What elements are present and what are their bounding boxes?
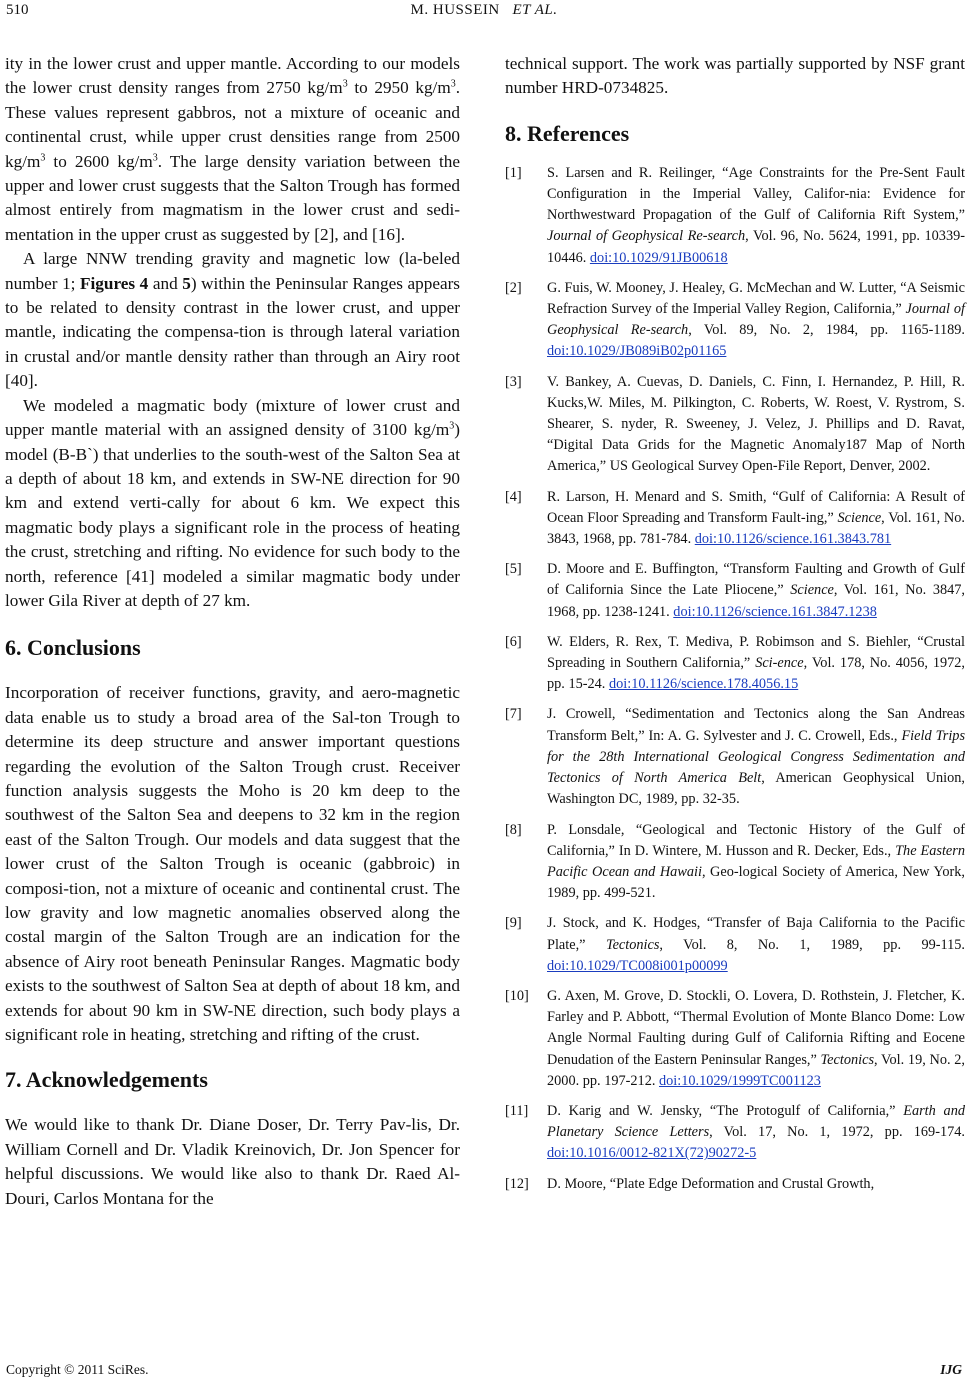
- figure-ref[interactable]: Figures 4: [80, 273, 149, 293]
- text-span: We modeled a magmatic body (mixture of lower crust and upper mantle material with an assigned density of 3100 kg/m: [5, 395, 460, 440]
- reference-number: [3]: [505, 373, 522, 390]
- left-column: [5, 52, 460, 1211]
- reference-number: [12]: [505, 1175, 529, 1192]
- reference-journal: Sci-ence: [755, 655, 804, 672]
- reference-item: [505, 986, 965, 1092]
- footer-journal: IJG: [940, 1362, 962, 1377]
- reference-journal: Tectonics: [605, 936, 660, 953]
- doi-link[interactable]: doi:10.1126/science.161.3843.781: [694, 531, 892, 548]
- doi-link[interactable]: doi:10.1029/TC008i001p00099: [547, 957, 728, 974]
- doi-link[interactable]: doi:10.1016/0012-821X(72)90272-5: [547, 1145, 757, 1162]
- reference-text: D. Moore, “Plate Edge Deformation and Crustal Growth,: [547, 1175, 875, 1192]
- reference-item: [505, 820, 965, 905]
- text-span: ity in the lower crust and upper mantle. According to our models the lower crust density ranges from 2750 kg/m: [5, 54, 460, 98]
- reference-details: , Vol. 161, No. 3843, 1968, pp. 781-784.: [547, 509, 965, 548]
- paragraph-conclusions: Incorporation of receiver functions, gravity, and aero-magnetic data enable us to study a broad area of the Sal-ton Trough to determine its deep structure and answer important questions regarding the evolution of the Salton Trough crust. Receiver function analysis suggests the Moho is 20 km deep to the southwest of the Salton Sea and deepens to 32 km in the region east of the Salton Trough. Our models and data suggest that the lower crust of the Salton Trough is oceanic (gabbroic) in composi-tion, not a mixture of oceanic and continental crust. The low gravity and low magnetic anomalies observed along the costal margin of the Salton Trough are an indication for the absence of Airy root beneath Peninsular Ranges. Magmatic body exists to the southwest of Salton Sea at depth of about 18 km, and extends for about 90 km in SW-NE direction, such body plays a significant role in heating, stretching and rifting of the crust.: [5, 683, 460, 1045]
- reference-text: V. Bankey, A. Cuevas, D. Daniels, C. Finn, I. Hernandez, P. Hill, R. Kucks,W. Miles, M. Pilkington, C. Roberts, W. Roest, V. Rystrom, S. Shearer, S. nyder, R. Sweeney, J. Velez, J. Phillips and D. Ravat, “Digital Data Grids for the Magnetic Anomaly187 Map of North America,” US Geological Survey Open-File Report, Denver, 2002.: [547, 373, 965, 475]
- running-header: [0, 2, 968, 19]
- reference-number: [4]: [505, 488, 522, 505]
- reference-text: D. Karig and W. Jensky, “The Protogulf of California,”: [547, 1102, 904, 1119]
- text-span: A large NNW trending gravity and magnetic low (la-beled number 1;: [5, 249, 460, 293]
- reference-journal: The Eastern Pacific Ocean and Hawaii: [547, 842, 965, 880]
- doi-link[interactable]: doi:10.1126/science.178.4056.15: [608, 676, 799, 693]
- reference-item: [505, 632, 965, 696]
- reference-details: , Vol. 8, No. 1, 1989, pp. 99-115.: [659, 936, 965, 953]
- reference-number: [11]: [505, 1102, 529, 1119]
- reference-details: , Geo-logical Society of America, New York, 1989, pp. 499-521.: [547, 863, 965, 902]
- reference-text: G. Axen, M. Grove, D. Stockli, O. Lovera, D. Rothstein, J. Fletcher, K. Farley and P. Abbott, “Thermal Evolution of Monte Blanco Dome: Low Angle Normal Faulting during Gulf of California Rifting and Eocene Denudation of the Eastern Peninsular Ranges,”: [547, 987, 965, 1068]
- figure-ref[interactable]: 5: [182, 273, 191, 293]
- reference-item: [505, 704, 965, 810]
- paragraph-gravity-low: [5, 247, 460, 393]
- superscript: 3: [152, 151, 158, 163]
- text-span: ) model (B-B`) that underlies to the south-west of the Salton Sea at a depth of about 18 km, and extends in SW-NE direction for 90 km and extend verti-cally for about 6 km. We expect this magmatic body plays a significant role in the process of heating the crust, stretching and rifting. No evidence for such body to the north, reference [41] modeled a similar magmatic body under lower Gila River at depth of 27 km.: [5, 420, 460, 610]
- reference-number: [8]: [505, 821, 522, 838]
- reference-details: , Vol. 96, No. 5624, 1991, pp. 10339-10446.: [547, 228, 965, 266]
- paragraph-magmatic-body: [5, 394, 460, 614]
- reference-text: S. Larsen and R. Reilinger, “Age Constraints for the Pre-Sent Fault Configuration in the Imperial Valley, Califor-nia: Evidence for Northwestward Propagation of the Gulf of California Rift System,”: [547, 164, 965, 224]
- header-authors: M. HUSSEIN: [410, 2, 500, 18]
- superscript: 3: [450, 78, 456, 90]
- doi-link[interactable]: doi:10.1126/science.161.3847.1238: [673, 603, 877, 620]
- reference-journal: Tectonics: [820, 1051, 875, 1068]
- reference-journal: Journal of Geophysical Re-search: [547, 228, 746, 245]
- reference-number: [1]: [505, 164, 522, 181]
- reference-list: [505, 163, 965, 1195]
- section-title-conclusions: 6. Conclusions: [5, 635, 141, 661]
- reference-details: , Vol. 178, No. 4056, 1972, pp. 15-24.: [547, 655, 965, 693]
- doi-link[interactable]: doi:10.1029/JB089iB02p01165: [547, 343, 727, 360]
- reference-item: [505, 913, 965, 977]
- reference-text: G. Fuis, W. Mooney, J. Healey, G. McMechan and W. Lutter, “A Seismic Refraction Survey of the Imperial Valley Region, California,”: [547, 279, 965, 318]
- text-span: . The large density variation between the upper and lower crust suggests that the Salton Trough has formed almost entirely from magmatism in the lower crust and sedi-mentation in the upper crust as suggested by [2], and [16].: [5, 151, 460, 244]
- superscript: 3: [40, 151, 46, 163]
- page-number: 510: [6, 2, 29, 18]
- reference-item: [505, 372, 965, 478]
- reference-item: [505, 278, 965, 363]
- section-title-acknowledgements: 7. Acknowledgements: [5, 1067, 208, 1093]
- reference-number: [6]: [505, 633, 522, 650]
- reference-text: P. Lonsdale, “Geological and Tectonic History of the Gulf of California,” In D. Wintere, M. Husson and R. Decker, Eds.,: [547, 821, 965, 859]
- text-span: to 2950 kg/m: [347, 78, 451, 98]
- reference-item: [505, 1101, 965, 1165]
- reference-journal: Journal of Geophysical Re-search: [547, 301, 966, 339]
- reference-journal: Science: [790, 582, 834, 599]
- reference-item: [505, 487, 965, 551]
- reference-item: [505, 163, 965, 269]
- reference-text: W. Elders, R. Rex, T. Mediva, P. Robimson and S. Biehler, “Crustal Spreading in Southern California,”: [547, 633, 965, 672]
- reference-text: R. Larson, H. Menard and S. Smith, “Gulf of California: A Result of Ocean Floor Spreading and Transform Fault-ing,”: [547, 488, 965, 526]
- footer-copyright: Copyright © 2011 SciRes.: [6, 1362, 149, 1377]
- text-span: ) within the Peninsular Ranges appears to be related to density contrast in the lower crust, and upper mantle, indicating the compensa-tion is through lateral variation in crustal and/or mantle density rather than through an Airy root [40].: [5, 273, 460, 391]
- reference-number: [9]: [505, 915, 522, 932]
- reference-journal: Science: [837, 509, 882, 526]
- section-title-references: 8. References: [505, 120, 630, 146]
- reference-number: [7]: [505, 706, 522, 723]
- paragraph-acknowledgements: We would like to thank Dr. Diane Doser, Dr. Terry Pav-lis, Dr. William Cornell and Dr. Vladik Kreinovich, Dr. Jon Spencer for helpful discussions. We would like also to thank Dr. Raed Al-Douri, Carlos Montana for the: [5, 1115, 460, 1208]
- reference-details: , American Geophysical Union, Washington DC, 1989, pp. 32-35.: [547, 770, 966, 808]
- reference-item: [505, 1174, 965, 1195]
- paragraph-acknowledgements-cont: technical support. The work was partially supported by NSF grant number HRD-0734825.: [505, 54, 965, 98]
- reference-number: [2]: [505, 279, 522, 296]
- right-column: [505, 52, 965, 1204]
- reference-number: [5]: [505, 561, 522, 578]
- reference-journal: Field Trips for the 28th International Geological Congress Sedimentation and Tectonics of North America Belt: [547, 727, 966, 787]
- reference-details: , Vol. 19, No. 2, 2000. pp. 197-212.: [547, 1051, 965, 1089]
- reference-details: , Vol. 89, No. 2, 1984, pp. 1165-1189.: [688, 322, 965, 339]
- header-et-al: ET AL.: [512, 2, 558, 18]
- reference-text: J. Stock, and K. Hodges, “Transfer of Baja California to the Pacific Plate,”: [547, 915, 965, 953]
- reference-details: , Vol. 17, No. 1, 1972, pp. 169-174.: [709, 1124, 965, 1141]
- reference-text: J. Crowell, “Sedimentation and Tectonics along the San Andreas Transform Belt,” In: A. G. Sylvester and J. C. Crowell, Eds.,: [547, 706, 965, 744]
- text-span: . These values represent gabbros, not a mixture of oceanic and continental crust, while upper crust densities range from 2500 kg/m: [5, 78, 460, 171]
- reference-number: [10]: [505, 987, 529, 1004]
- reference-journal: Earth and Planetary Science Letters: [547, 1102, 965, 1141]
- reference-details: , Vol. 161, No. 3847, 1968, pp. 1238-1241.: [547, 582, 966, 620]
- doi-link[interactable]: doi:10.1029/1999TC001123: [659, 1072, 821, 1089]
- superscript: 3: [342, 78, 348, 90]
- text-span: to 2600 kg/m: [45, 151, 153, 171]
- doi-link[interactable]: doi:10.1029/91JB00618: [589, 249, 728, 266]
- paragraph-density: [5, 52, 460, 247]
- reference-item: [505, 559, 965, 623]
- text-span: and: [148, 273, 183, 293]
- superscript: 3: [449, 420, 455, 432]
- reference-text: D. Moore and E. Buffington, “Transform Faulting and Growth of Gulf of California Since the Late Pliocene,”: [547, 561, 965, 599]
